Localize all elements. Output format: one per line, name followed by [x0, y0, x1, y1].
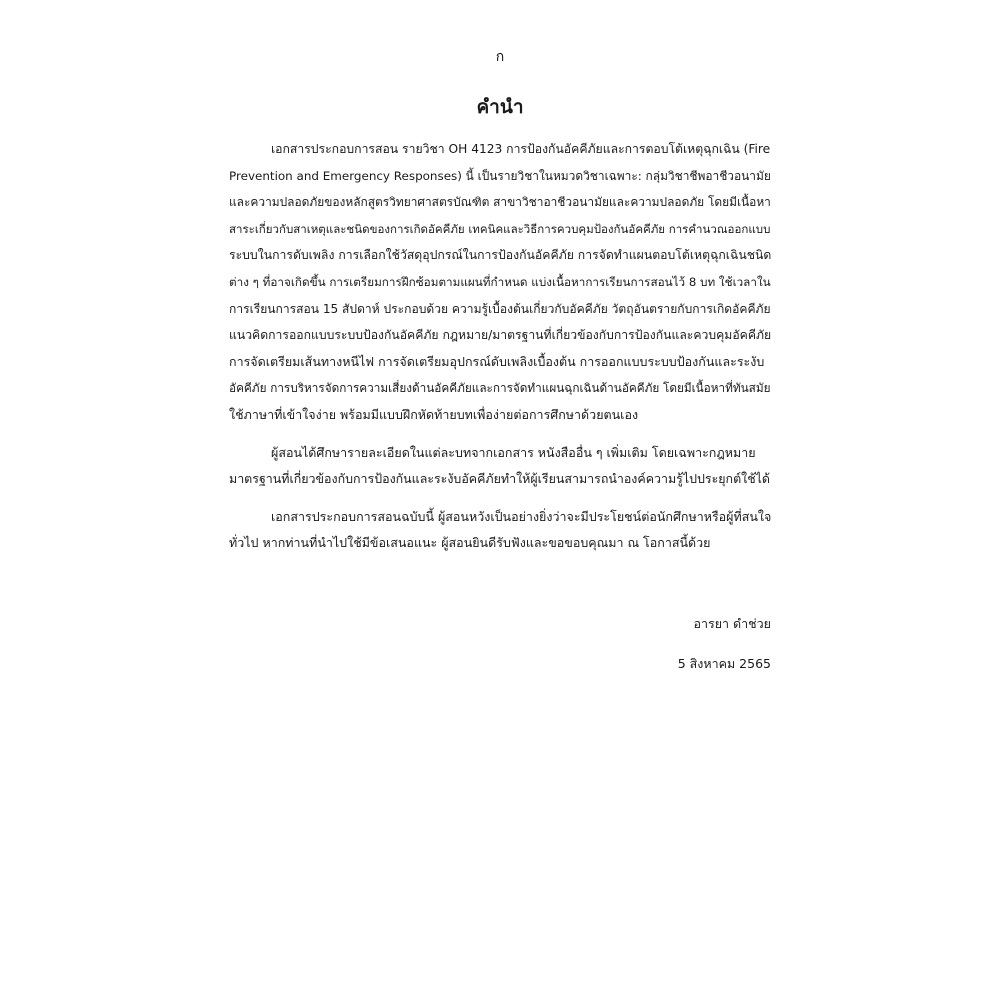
paragraph-line: ระบบในการดับเพลิง การเลือกใช้วัสดุอุปกรณ์ในการป้องกันอัคคีภัย การจัดทำแผนตอบโต้เหตุฉุกเฉินชนิด: [229, 248, 772, 263]
page-number: ก: [495, 49, 505, 65]
paragraph-line: ใช้ภาษาที่เข้าใจง่าย พร้อมมีแบบฝึกหัดท้ายบทเพื่อง่ายต่อการศึกษาด้วยตนเอง: [229, 406, 639, 422]
paragraph-2: [229, 440, 771, 493]
paragraph-line: การเรียนการสอน 15 สัปดาห์ ประกอบด้วย ความรู้เบื้องต้นเกี่ยวกับอัคคีภัย วัตถุอันตรายกับการเกิดอัคคีภัย: [229, 301, 771, 316]
paragraph-line: เอกสารประกอบการสอน รายวิชา OH 4123 การป้องกันอัคคีภัยและการตอบโต้เหตุฉุกเฉิน (Fire: [271, 142, 771, 156]
paragraph-line: ทั่วไป หากท่านที่นำไปใช้มีข้อเสนอแนะ ผู้สอนยินดีรับฟังและขอขอบคุณมา ณ โอกาสนี้ด้วย: [229, 535, 711, 551]
paragraph-line: การจัดเตรียมเส้นทางหนีไฟ การจัดเตรียมอุปกรณ์ดับเพลิงเบื้องต้น การออกแบบระบบป้องกันและระงับ: [229, 353, 765, 369]
paragraph-line: มาตรฐานที่เกี่ยวข้องกับการป้องกันและระงับอัคคีภัยทำให้ผู้เรียนสามารถนำองค์ความรู้ไปประยุกต์ใช้ได้: [229, 471, 771, 487]
paragraph-1: [229, 136, 771, 429]
paragraph-line: Prevention and Emergency Responses) นี้ เป็นรายวิชาในหมวดวิชาเฉพาะ: กลุ่มวิชาชีพอาชีวอนามัย: [229, 168, 771, 183]
paragraph-line: เอกสารประกอบการสอนฉบับนี้ ผู้สอนหวังเป็นอย่างยิ่งว่าจะมีประโยชน์ต่อนักศึกษาหรือผู้ที่สนใจ: [271, 508, 772, 524]
signature-name: อารยา ดำช่วย: [693, 616, 771, 631]
paragraph-line: ต่าง ๆ ที่อาจเกิดขึ้น การเตรียมการฝึกซ้อมตามแผนที่กำหนด แบ่งเนื้อหาการเรียนการสอนไว้ 8 บท ใช้เวลาใน: [229, 274, 771, 289]
paragraph-line: ผู้สอนได้ศึกษารายละเอียดในแต่ละบทจากเอกสาร หนังสืออื่น ๆ เพิ่มเติม โดยเฉพาะกฎหมาย: [271, 444, 756, 460]
paragraph-line: สาระเกี่ยวกับสาเหตุและชนิดของการเกิดอัคคีภัย เทคนิคและวิธีการควบคุมป้องกันอัคคีภัย การคำนวณออกแบบ: [229, 221, 771, 236]
signature-date: 5 สิงหาคม 2565: [677, 656, 771, 671]
page-title: คำนำ: [476, 96, 524, 118]
preface-body: [229, 136, 771, 568]
paragraph-line: และความปลอดภัยของหลักสูตรวิทยาศาสตรบัณฑิต สาขาวิชาอาชีวอนามัยและความปลอดภัย โดยมีเนื้อหา: [229, 195, 771, 210]
paragraph-line: แนวคิดการออกแบบระบบป้องกันอัคคีภัย กฎหมาย/มาตรฐานที่เกี่ยวข้องกับการป้องกันและควบคุมอัคคีภัย: [229, 328, 772, 343]
paragraph-3: [229, 504, 771, 557]
paragraph-line: อัคคีภัย การบริหารจัดการความเสี่ยงด้านอัคคีภัยและการจัดทำแผนฉุกเฉินด้านอัคคีภัย โดยมีเนื้อหาที่ทันสมัย: [229, 381, 771, 396]
